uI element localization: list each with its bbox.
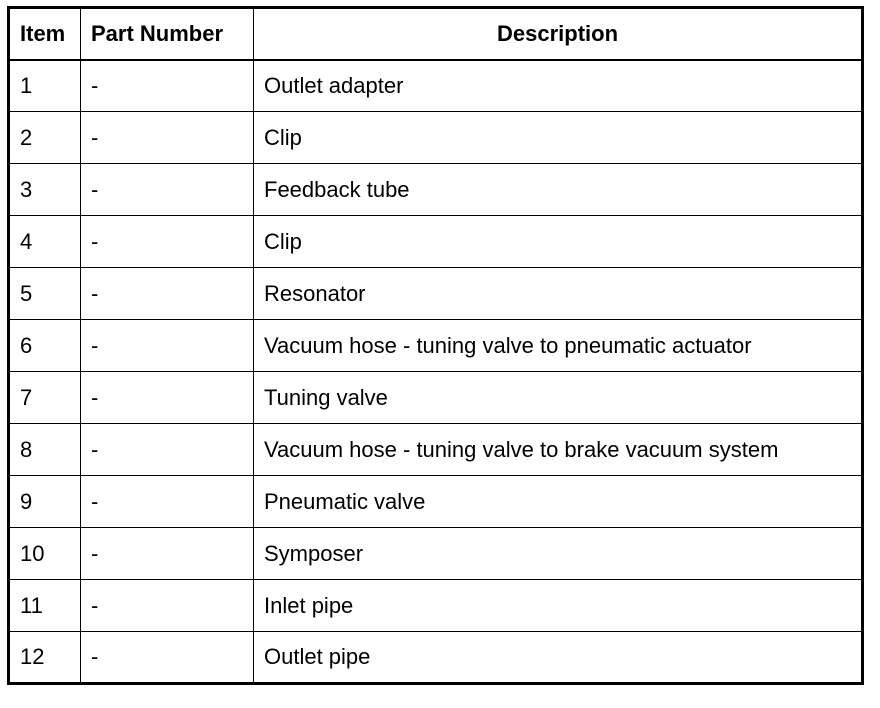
cell-part-number: - [81,528,254,580]
cell-part-number: - [81,632,254,684]
cell-description: Outlet pipe [254,632,863,684]
cell-item: 7 [9,372,81,424]
cell-item: 1 [9,60,81,112]
parts-table [7,6,864,685]
table-row [9,372,863,424]
table-row [9,216,863,268]
cell-item: 3 [9,164,81,216]
header-description: Description [254,8,863,60]
cell-part-number: - [81,268,254,320]
header-part-number: Part Number [81,8,254,60]
cell-description: Pneumatic valve [254,476,863,528]
table-row [9,424,863,476]
cell-description: Tuning valve [254,372,863,424]
cell-description: Clip [254,112,863,164]
cell-part-number: - [81,372,254,424]
cell-item: 9 [9,476,81,528]
cell-part-number: - [81,424,254,476]
table-row [9,632,863,684]
cell-item: 11 [9,580,81,632]
cell-item: 8 [9,424,81,476]
table-row [9,268,863,320]
table-row [9,112,863,164]
cell-description: Vacuum hose - tuning valve to brake vacuum system [254,424,863,476]
cell-description: Vacuum hose - tuning valve to pneumatic actuator [254,320,863,372]
cell-description: Symposer [254,528,863,580]
header-item: Item [9,8,81,60]
table-row [9,320,863,372]
table-row [9,60,863,112]
cell-part-number: - [81,476,254,528]
table-row [9,528,863,580]
table-row [9,476,863,528]
table-row [9,164,863,216]
cell-part-number: - [81,580,254,632]
table-row [9,580,863,632]
cell-description: Clip [254,216,863,268]
cell-item: 10 [9,528,81,580]
cell-item: 2 [9,112,81,164]
cell-description: Feedback tube [254,164,863,216]
cell-part-number: - [81,60,254,112]
cell-item: 4 [9,216,81,268]
cell-part-number: - [81,112,254,164]
cell-description: Outlet adapter [254,60,863,112]
cell-item: 12 [9,632,81,684]
cell-part-number: - [81,320,254,372]
cell-description: Inlet pipe [254,580,863,632]
cell-part-number: - [81,164,254,216]
cell-part-number: - [81,216,254,268]
table-header-row [9,8,863,60]
cell-item: 6 [9,320,81,372]
cell-item: 5 [9,268,81,320]
cell-description: Resonator [254,268,863,320]
